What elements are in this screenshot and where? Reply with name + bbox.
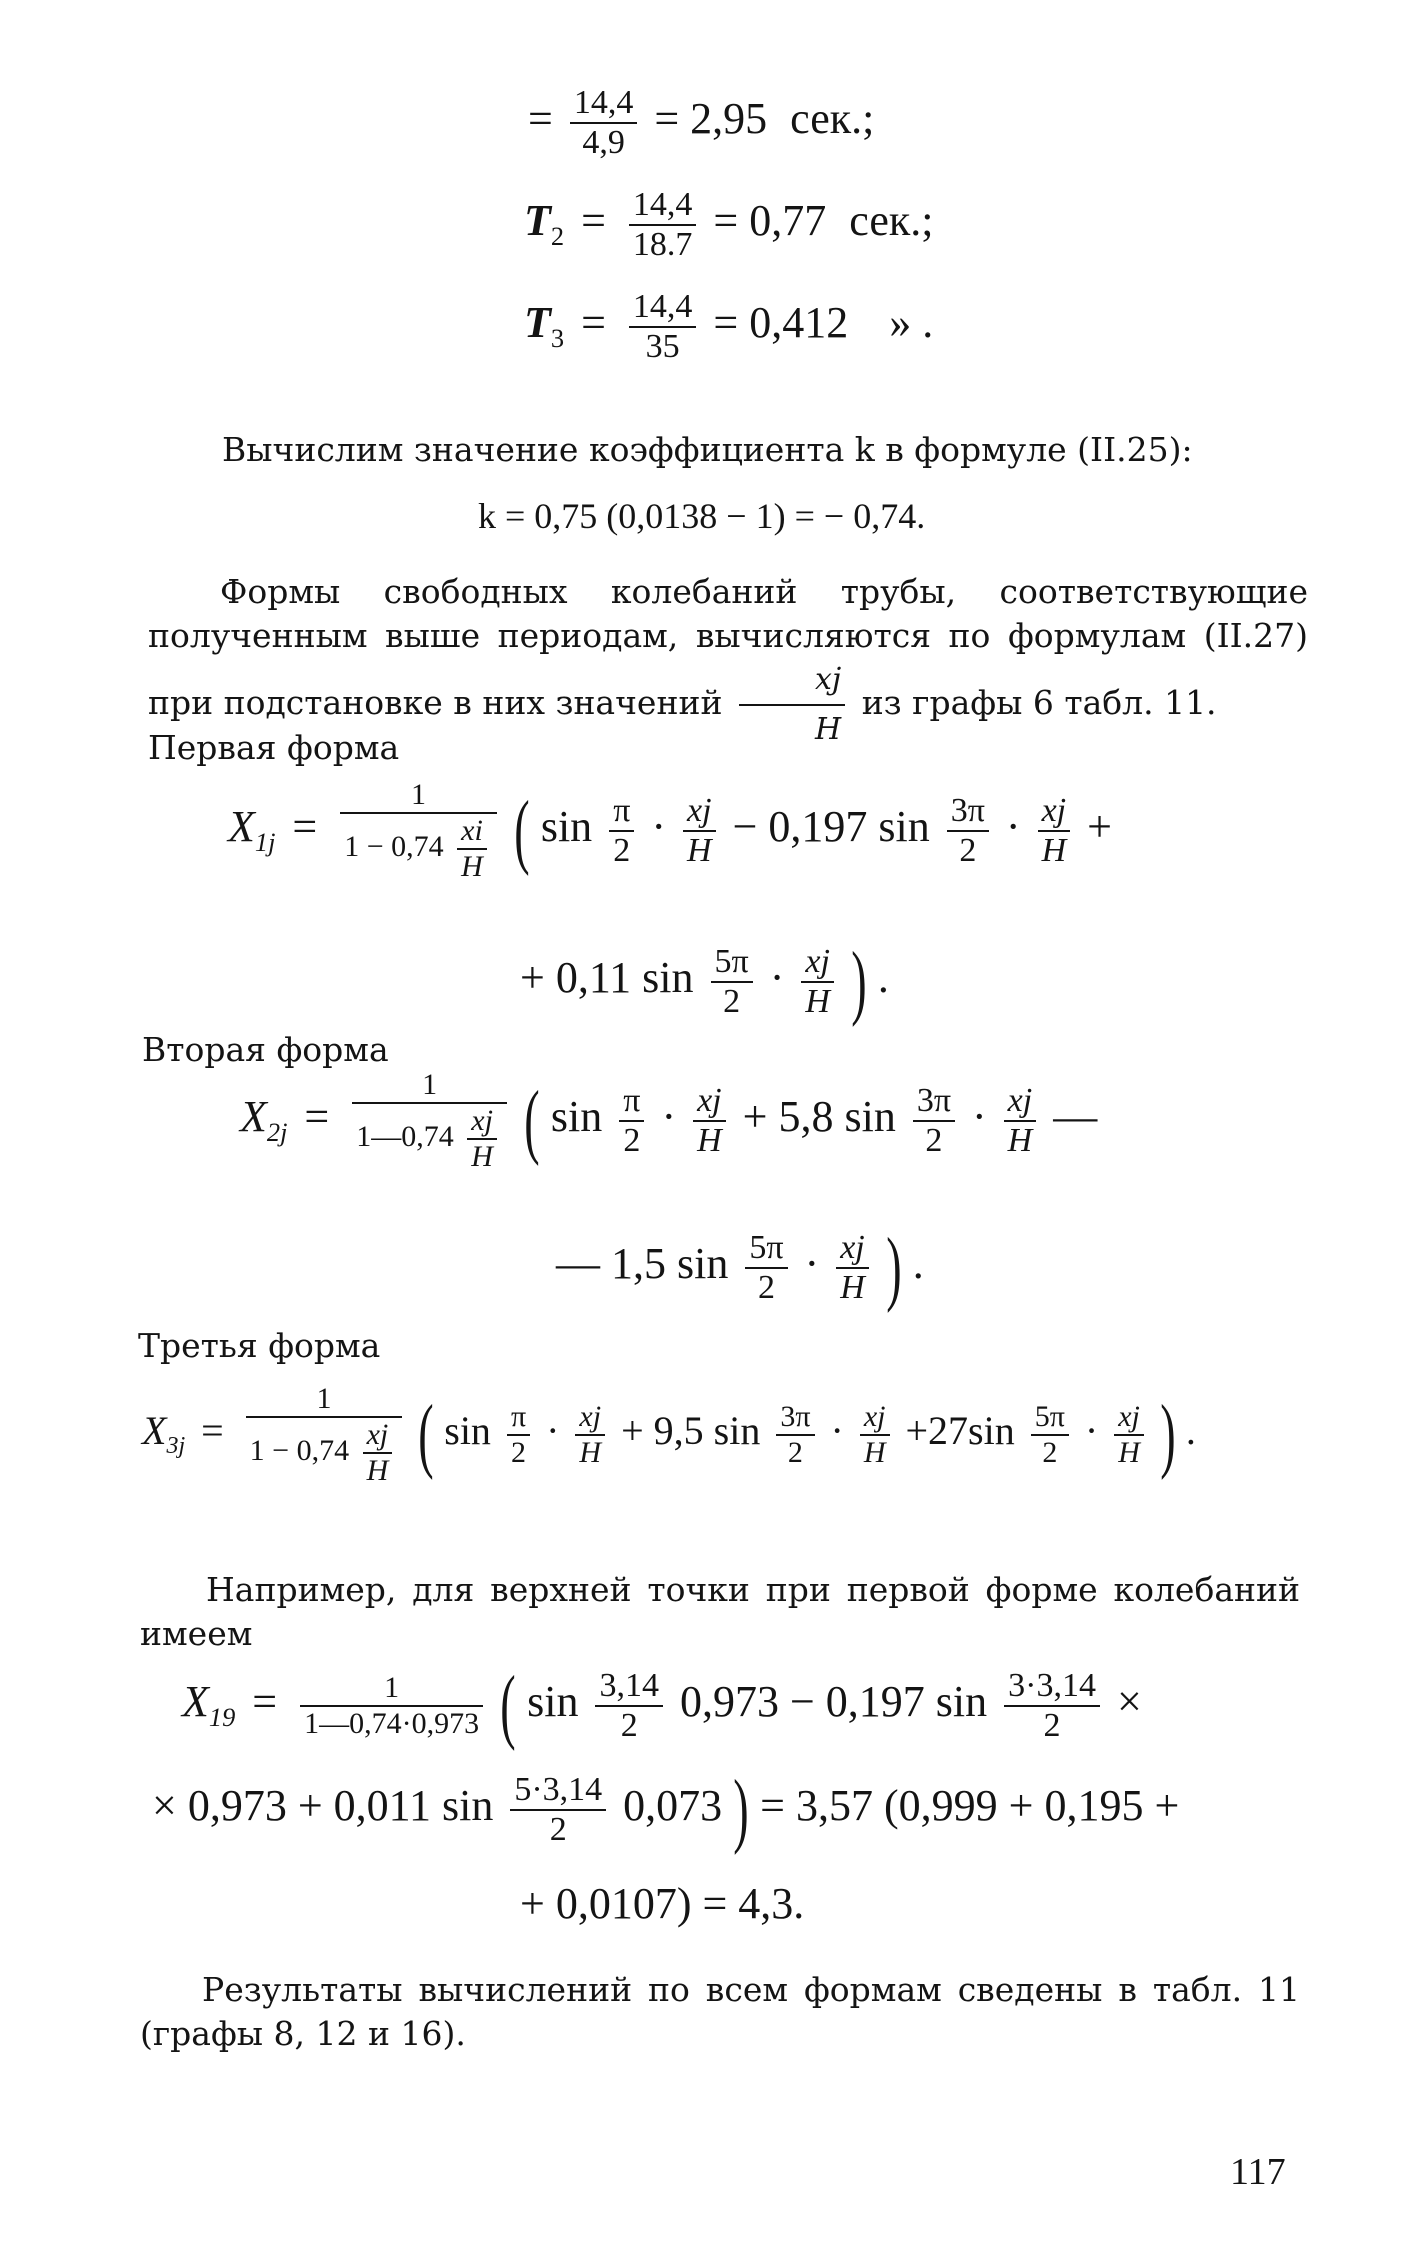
period-equation-3	[524, 290, 933, 364]
fraction-numerator: xj	[467, 1106, 497, 1140]
example-equation-line1	[182, 1659, 1142, 1752]
period-end: .	[912, 1239, 924, 1289]
equals-sign: =	[528, 94, 553, 144]
plus-sign: +	[1087, 802, 1112, 852]
close-paren: )	[886, 1221, 902, 1314]
fraction-numerator: xj	[693, 1084, 726, 1122]
form-subscript: 19	[208, 1701, 236, 1732]
period-end: .	[877, 953, 889, 1003]
multiply-dot: ·	[972, 1092, 987, 1142]
fraction-denominator: 2	[757, 1269, 775, 1306]
period-equation-1	[528, 86, 874, 160]
period-equation-2	[524, 188, 933, 262]
close-paren: )	[733, 1763, 749, 1856]
fraction-numerator: 14,4	[629, 188, 697, 226]
fraction-denominator: 2	[1042, 1436, 1058, 1469]
fraction-denominator: H	[687, 832, 712, 869]
fraction-numerator: 3,14	[595, 1669, 663, 1707]
fraction-denominator: H	[1041, 832, 1067, 869]
form2-heading: Вторая форма	[142, 1030, 389, 1069]
fraction-denominator	[352, 1104, 507, 1172]
close-paren: )	[1160, 1388, 1176, 1481]
xj-over-h-fraction	[739, 658, 845, 752]
fraction-denominator: 2	[511, 1436, 527, 1469]
sin-function: sin	[540, 802, 593, 852]
example-outer-fraction	[300, 1673, 483, 1739]
multiply-dot: ·	[1084, 1408, 1099, 1454]
x-ratio-value: 0,073	[623, 1781, 723, 1831]
period-fraction-2	[629, 188, 697, 262]
term-3-coefficient: + 0,11 sin	[520, 953, 694, 1003]
fraction-numerator: π	[507, 1402, 530, 1436]
fraction-numerator: 5π	[745, 1231, 787, 1269]
form2-equation-line2	[556, 1221, 924, 1314]
fraction-numerator: 14,4	[629, 290, 697, 328]
5pi-over-2-fraction	[745, 1231, 787, 1305]
form3-equation	[142, 1384, 1196, 1486]
fraction-denominator: H	[863, 1436, 886, 1469]
fraction-denominator: 2	[620, 1707, 638, 1744]
xj-over-h-fraction	[693, 1084, 726, 1158]
fraction-denominator: 2	[549, 1811, 567, 1848]
period-subscript: 2	[550, 220, 565, 251]
forms-paragraph-text: Формы свободных колебаний трубы, соответствующие полученным выше периодам, вычисляются по формулам (II.27) при подстановке в них значений	[148, 572, 1308, 722]
sin-function: sin	[550, 1092, 603, 1142]
term-3-coefficient: +27sin	[905, 1408, 1015, 1454]
x-ratio-value: 0,973	[679, 1677, 779, 1727]
k-intro-text: Вычислим значение коэффициента k в формуле (II.25):	[222, 430, 1193, 469]
pi-over-2-fraction	[619, 1084, 644, 1158]
close-paren: )	[851, 935, 867, 1028]
period-fraction-3	[629, 290, 697, 364]
form1-equation-line2	[520, 935, 889, 1028]
open-paren: (	[418, 1388, 434, 1481]
3-14-over-2-fraction	[595, 1669, 663, 1743]
pi-over-2-fraction	[609, 794, 634, 868]
fraction-numerator: 3·3,14	[1004, 1669, 1100, 1707]
forms-paragraph	[148, 570, 1308, 752]
minus-sign: —	[1053, 1092, 1098, 1142]
fraction-numerator: xj	[836, 1231, 869, 1269]
3pi-over-2-fraction	[947, 794, 989, 868]
fraction-denominator: H	[805, 983, 830, 1020]
multiply-dot: ·	[651, 802, 667, 852]
denominator-prefix: 1 − 0,74	[344, 829, 444, 863]
fraction-denominator: H	[814, 712, 842, 747]
sin-function: sin	[444, 1408, 491, 1454]
open-paren: (	[524, 1074, 540, 1167]
form3-heading: Третья форма	[138, 1326, 381, 1365]
results-paragraph: Результаты вычислений по всем формам сведены в табл. 11 (графы 8, 12 и 16).	[140, 1970, 1300, 2053]
form-symbol: X	[182, 1677, 209, 1727]
fraction-numerator: xj	[1114, 1402, 1144, 1436]
equals-sign: =	[201, 1408, 224, 1454]
xj-over-h-fraction	[1114, 1402, 1144, 1468]
period-value: = 0,412	[713, 298, 849, 348]
fraction-denominator: 2	[613, 832, 631, 869]
example-paragraph: Например, для верхней точки при первой форме колебаний имеем	[140, 1570, 1300, 1653]
fraction-numerator: xj	[1038, 794, 1071, 832]
fraction-denominator: 1—0,74·0,973	[304, 1707, 480, 1740]
3pi-over-2-fraction	[776, 1402, 814, 1468]
fraction-denominator: 2	[1043, 1707, 1061, 1744]
k-formula: k = 0,75 (0,0138 − 1) = − 0,74.	[478, 496, 926, 536]
fraction-denominator: 2	[925, 1122, 943, 1159]
xj-over-h-fraction	[467, 1106, 497, 1172]
fraction-denominator	[340, 814, 497, 882]
fraction-numerator: xj	[1004, 1084, 1037, 1122]
form1-heading: Первая форма	[148, 728, 400, 767]
equals-sign: =	[581, 196, 606, 246]
xj-over-h-fraction	[801, 945, 834, 1019]
xj-over-h-fraction	[860, 1402, 890, 1468]
sin-function: sin	[527, 1677, 579, 1727]
term-2-coefficient: + 5,8 sin	[742, 1092, 896, 1142]
open-paren: (	[514, 784, 530, 877]
5pi-over-2-fraction	[711, 945, 753, 1019]
xj-over-h-fraction	[575, 1402, 605, 1468]
term-2-coefficient: + 9,5 sin	[621, 1408, 761, 1454]
period-fraction-1	[570, 86, 638, 160]
fraction-denominator: 2	[723, 983, 741, 1020]
term-3-coefficient: — 1,5 sin	[556, 1239, 729, 1289]
fraction-numerator: xi	[457, 816, 487, 850]
fraction-numerator: 14,4	[570, 86, 638, 124]
example-equation-line2	[152, 1763, 1180, 1856]
fraction-numerator: xj	[575, 1402, 605, 1436]
fraction-numerator: 5·3,14	[510, 1773, 606, 1811]
term-2-coefficient: − 0,197 sin	[732, 802, 930, 852]
5pi-over-2-fraction	[1031, 1402, 1069, 1468]
fraction-denominator: H	[1118, 1436, 1140, 1469]
xj-over-h-fraction	[836, 1231, 869, 1305]
fraction-numerator: 1	[352, 1070, 507, 1104]
example-equation-line3: + 0,0107) = 4,3.	[520, 1879, 805, 1928]
xj-over-h-fraction	[1038, 794, 1071, 868]
form1-equation-line1	[228, 780, 1112, 882]
form-subscript: 2j	[266, 1116, 288, 1147]
fraction-denominator: 4,9	[582, 124, 625, 161]
period-value: = 2,95	[654, 94, 768, 144]
3x3-14-over-2-fraction	[1004, 1669, 1100, 1743]
fraction-denominator: H	[1007, 1122, 1033, 1159]
fraction-numerator: 3π	[913, 1084, 955, 1122]
fraction-denominator: H	[471, 1140, 493, 1173]
form-subscript: 1j	[254, 826, 276, 857]
numeric-evaluation: = 3,57 (0,999 + 0,195 +	[760, 1781, 1180, 1831]
multiply-dot: ·	[1005, 802, 1021, 852]
times-sign: ×	[1116, 1677, 1142, 1727]
5x3-14-over-2-fraction	[510, 1773, 606, 1847]
form2-outer-fraction	[352, 1070, 507, 1172]
multiply-dot: ·	[830, 1408, 844, 1454]
period-end: .	[1185, 1408, 1196, 1454]
equals-sign: =	[304, 1092, 330, 1142]
equals-sign: =	[581, 298, 606, 348]
fraction-numerator: 5π	[711, 945, 753, 983]
fraction-denominator: H	[579, 1436, 602, 1469]
form2-equation-line1	[240, 1070, 1097, 1172]
form3-outer-fraction	[246, 1384, 403, 1486]
fraction-numerator: xj	[860, 1402, 890, 1436]
fraction-numerator: 1	[300, 1673, 483, 1707]
period-unit: » .	[889, 298, 934, 348]
fraction-denominator: 2	[959, 832, 977, 869]
period-value: = 0,77	[713, 196, 827, 246]
multiply-dot: ·	[546, 1408, 560, 1454]
denominator-prefix: 1—0,74	[356, 1119, 454, 1153]
form-subscript: 3j	[166, 1433, 186, 1460]
fraction-denominator: 2	[623, 1122, 641, 1159]
fraction-denominator: H	[461, 850, 483, 883]
page-number: 117	[1230, 2151, 1286, 2193]
period-unit: сек.;	[849, 196, 934, 246]
fraction-denominator: H	[697, 1122, 722, 1159]
term-2-coefficient: − 0,197 sin	[789, 1677, 988, 1727]
fraction-numerator: 1	[246, 1384, 403, 1418]
fraction-numerator: xj	[801, 945, 834, 983]
equals-sign: =	[252, 1677, 278, 1727]
fraction-numerator: π	[609, 794, 634, 832]
fraction-numerator: π	[619, 1084, 644, 1122]
3pi-over-2-fraction	[913, 1084, 955, 1158]
period-subscript: 3	[550, 322, 565, 353]
fraction-numerator: xj	[363, 1420, 393, 1454]
xj-over-h-fraction	[683, 794, 716, 868]
fraction-denominator: H	[366, 1454, 389, 1487]
fraction-denominator: 2	[787, 1436, 803, 1469]
form1-outer-fraction	[340, 780, 497, 882]
fraction-numerator: xj	[683, 794, 716, 832]
xj-over-h-fraction	[363, 1420, 393, 1486]
pi-over-2-fraction	[507, 1402, 530, 1468]
xi-over-h-fraction	[457, 816, 487, 882]
fraction-numerator: 3π	[776, 1402, 814, 1436]
fraction-denominator	[246, 1418, 403, 1486]
equals-sign: =	[292, 802, 318, 852]
fraction-denominator: H	[840, 1269, 865, 1306]
period-unit: сек.;	[790, 94, 875, 144]
form-symbol: X	[142, 1408, 167, 1454]
forms-paragraph-tail: из графы 6 табл. 11.	[861, 683, 1217, 722]
fraction-numerator: xj	[739, 658, 845, 706]
multiply-dot: ·	[769, 953, 785, 1003]
fraction-numerator: 1	[340, 780, 497, 814]
fraction-numerator: 3π	[947, 794, 989, 832]
xj-over-h-fraction	[1004, 1084, 1037, 1158]
form-symbol: X	[228, 802, 255, 852]
form-symbol: X	[240, 1092, 267, 1142]
term-3-coefficient: × 0,973 + 0,011 sin	[152, 1781, 494, 1831]
fraction-denominator: 35	[645, 328, 680, 365]
multiply-dot: ·	[661, 1092, 677, 1142]
multiply-dot: ·	[804, 1239, 820, 1289]
fraction-numerator: 5π	[1031, 1402, 1069, 1436]
period-symbol: T	[524, 298, 551, 348]
denominator-prefix: 1 − 0,74	[249, 1433, 350, 1467]
fraction-denominator: 18.7	[632, 226, 693, 263]
period-symbol: T	[524, 196, 551, 246]
open-paren: (	[500, 1659, 516, 1752]
